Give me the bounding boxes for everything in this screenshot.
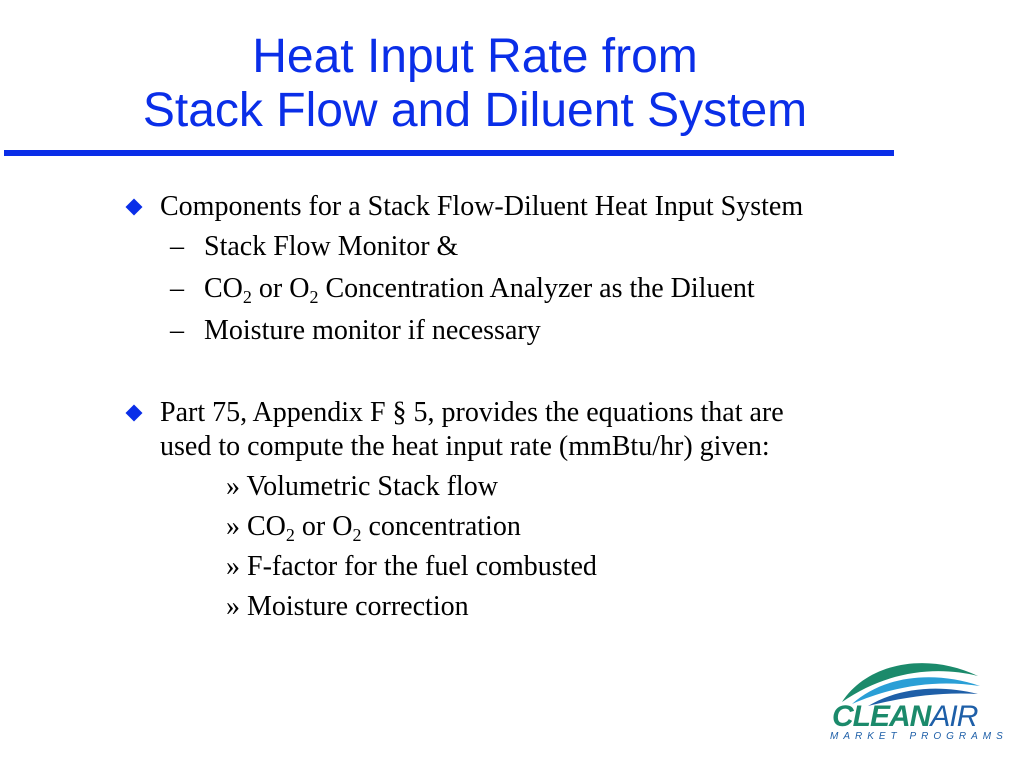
title-divider xyxy=(4,150,894,156)
sub-item-concentration: » $CO_2$ or $O_2$ concentration xyxy=(226,511,521,545)
sub-item-stack-flow: – Stack Flow Monitor & xyxy=(170,231,459,262)
sub-item-moisture-correction: » Moisture correction xyxy=(226,591,469,622)
diamond-bullet-icon xyxy=(126,199,143,216)
sub-item-analyzer: – $CO_2$ or $O_2$ Concentration Analyzer as the Diluent xyxy=(170,273,755,307)
sub-item-volumetric: » Volumetric Stack flow xyxy=(226,471,498,502)
clean-air-logo xyxy=(828,652,1008,748)
bullet-components-text: Components for a Stack Flow-Diluent Heat Input System xyxy=(160,191,804,222)
bullet-part75-line1: Part 75, Appendix F § 5, provides the equations that are xyxy=(160,397,784,428)
logo-wordmark: CLEANAIR xyxy=(832,700,978,733)
diamond-bullet-icon xyxy=(126,405,143,422)
slide-title xyxy=(60,30,890,138)
sub-item-moisture: – Moisture monitor if necessary xyxy=(170,315,541,346)
title-line-2: Stack Flow and Diluent System xyxy=(142,84,808,137)
bullet-part75-line2: used to compute the heat input rate (mmBtu/hr) given: xyxy=(160,431,770,462)
sub-item-f-factor: » F-factor for the fuel combusted xyxy=(226,551,597,582)
logo-tagline: MARKET PROGRAMS xyxy=(830,731,1008,742)
title-line-1: Heat Input Rate from xyxy=(252,30,698,83)
